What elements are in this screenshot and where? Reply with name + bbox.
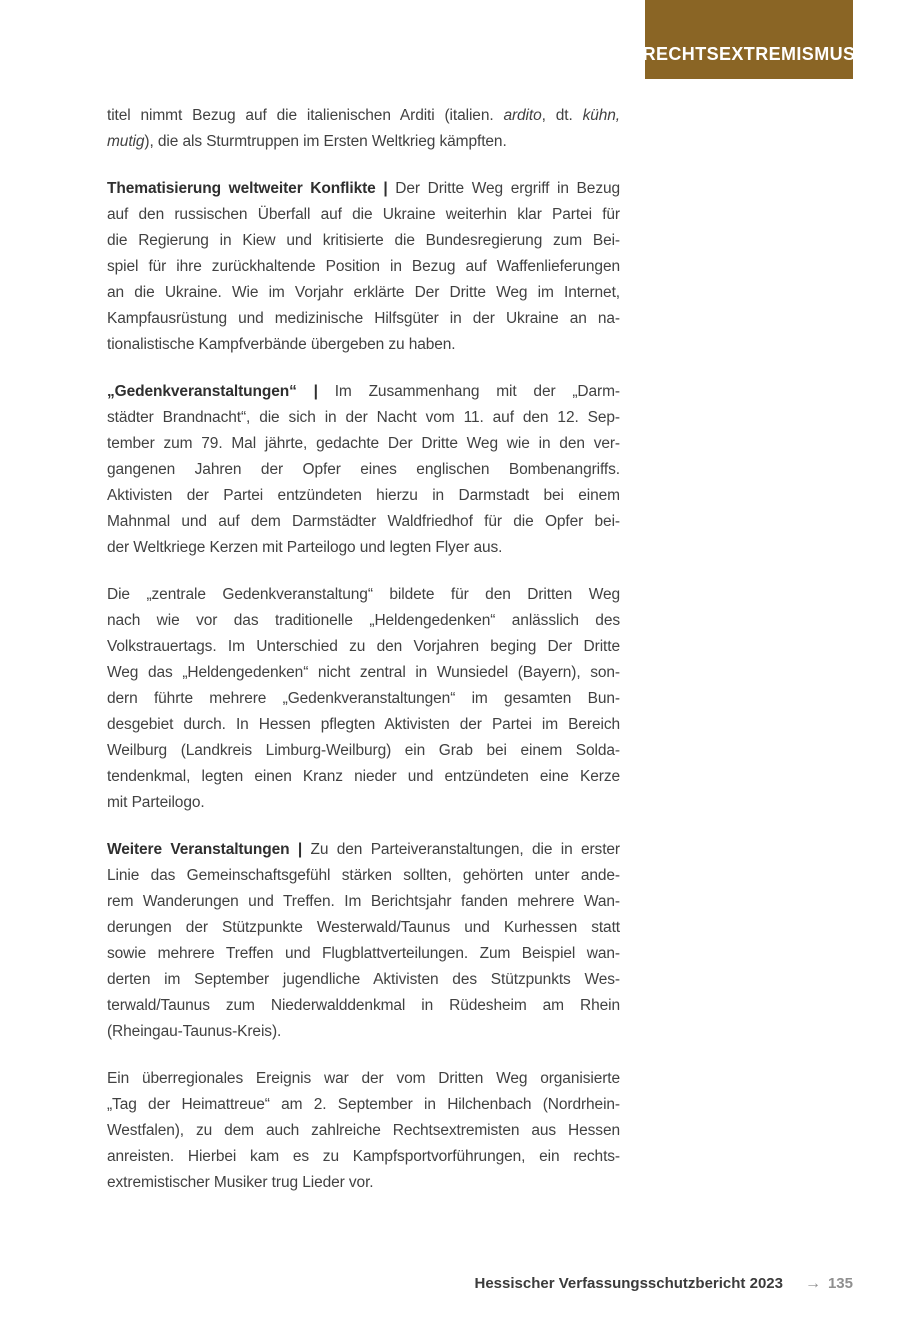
arrow-right-icon: →	[804, 1275, 821, 1292]
text-line: auf den russischen Überfall auf die Ukraine weiterhin klar Partei für	[107, 206, 620, 223]
text-line: mit Parteilogo.	[107, 794, 205, 811]
text-line: Thematisierung weltweiter Konflikte | Der Dritte Weg ergriff in Bezug	[107, 180, 621, 197]
text-line: nach wie vor das traditionelle „Heldengedenken“ anlässlich des	[107, 612, 620, 629]
report-title: Hessischer Verfassungsschutzbericht 2023	[474, 1275, 783, 1292]
text-line: die Regierung in Kiew und kritisierte die Bundesregierung zum Bei-	[107, 232, 620, 249]
text-line: desgebiet durch. In Hessen pflegten Aktivisten der Partei im Bereich	[107, 716, 620, 733]
paragraph	[107, 103, 620, 155]
text-line: an die Ukraine. Wie im Vorjahr erklärte Der Dritte Weg im Internet,	[107, 284, 620, 301]
text-line: gangenen Jahren der Opfer eines englischen Bombenangriffs.	[107, 461, 620, 478]
text-content	[107, 103, 620, 1196]
text-line: „Gedenkveranstaltungen“ | Im Zusammenhang mit der „Darm-	[107, 383, 620, 400]
text-line: terwald/Taunus zum Niederwalddenkmal in Rüdesheim am Rhein	[107, 997, 620, 1014]
chapter-tab-label: RECHTSEXTREMISMUS	[642, 44, 856, 64]
text-line: dern führte mehrere „Gedenkveranstaltungen“ im gesamten Bun-	[107, 690, 620, 707]
text-line: der Weltkriege Kerzen mit Parteilogo und legten Flyer aus.	[107, 539, 503, 556]
text-line: Westfalen), zu dem auch zahlreiche Rechtsextremisten aus Hessen	[107, 1122, 620, 1139]
text-line: „Tag der Heimattreue“ am 2. September in Hilchenbach (Nordrhein-	[107, 1096, 620, 1113]
text-line: Die „zentrale Gedenkveranstaltung“ bildete für den Dritten Weg	[107, 586, 620, 603]
paragraph	[107, 1066, 620, 1196]
text-line: extremistischer Musiker trug Lieder vor.	[107, 1174, 374, 1191]
text-line: Linie das Gemeinschaftsgefühl stärken sollten, gehörten unter ande-	[107, 867, 620, 884]
paragraph	[107, 176, 620, 358]
page-footer	[474, 1274, 853, 1294]
text-line: Volkstrauertags. Im Unterschied zu den Vorjahren beging Der Dritte	[107, 638, 620, 655]
text-line: derten im September jugendliche Aktivisten des Stützpunkts Wes-	[107, 971, 620, 988]
paragraph	[107, 582, 620, 816]
text-line: tendenkmal, legten einen Kranz nieder und entzündeten eine Kerze	[107, 768, 620, 785]
text-line: anreisten. Hierbei kam es zu Kampfsportvorführungen, ein rechts-	[107, 1148, 620, 1165]
paragraph	[107, 837, 620, 1045]
text-line: spiel für ihre zurückhaltende Position in Bezug auf Waffenlieferungen	[107, 258, 620, 275]
text-line: Ein überregionales Ereignis war der vom Dritten Weg organisierte	[107, 1070, 620, 1087]
text-line: mutig), die als Sturmtruppen im Ersten Weltkrieg kämpften.	[107, 133, 507, 150]
text-line: Weg das „Heldengedenken“ nicht zentral in Wunsiedel (Bayern), son-	[107, 664, 620, 681]
text-line: Aktivisten der Partei entzündeten hierzu in Darmstadt bei einem	[107, 487, 620, 504]
paragraph	[107, 379, 620, 561]
chapter-tab	[642, 0, 856, 79]
text-line: Weitere Veranstaltungen | Zu den Parteiveranstaltungen, die in erster	[107, 841, 620, 858]
text-line: Kampfausrüstung und medizinische Hilfsgüter in der Ukraine an na-	[107, 310, 620, 327]
text-line: sowie mehrere Treffen und Flugblattverteilungen. Zum Beispiel wan-	[107, 945, 620, 962]
text-line: tember zum 79. Mal jährte, gedachte Der Dritte Weg wie in den ver-	[107, 435, 620, 452]
text-line: titel nimmt Bezug auf die italienischen Arditi (italien. ardito, dt. kühn,	[107, 107, 620, 124]
text-line: tionalistische Kampfverbände übergeben zu haben.	[107, 336, 456, 353]
page-number: 135	[827, 1275, 853, 1292]
text-line: derungen der Stützpunkte Westerwald/Taunus und Kurhessen statt	[107, 919, 620, 936]
text-line: städter Brandnacht“, die sich in der Nacht vom 11. auf den 12. Sep-	[107, 409, 620, 426]
text-line: (Rheingau-Taunus-Kreis).	[107, 1023, 282, 1040]
text-line: rem Wanderungen und Treffen. Im Berichtsjahr fanden mehrere Wan-	[107, 893, 620, 910]
text-line: Mahnmal und auf dem Darmstädter Waldfriedhof für die Opfer bei-	[107, 513, 620, 530]
text-line: Weilburg (Landkreis Limburg-Weilburg) ein Grab bei einem Solda-	[107, 742, 620, 759]
